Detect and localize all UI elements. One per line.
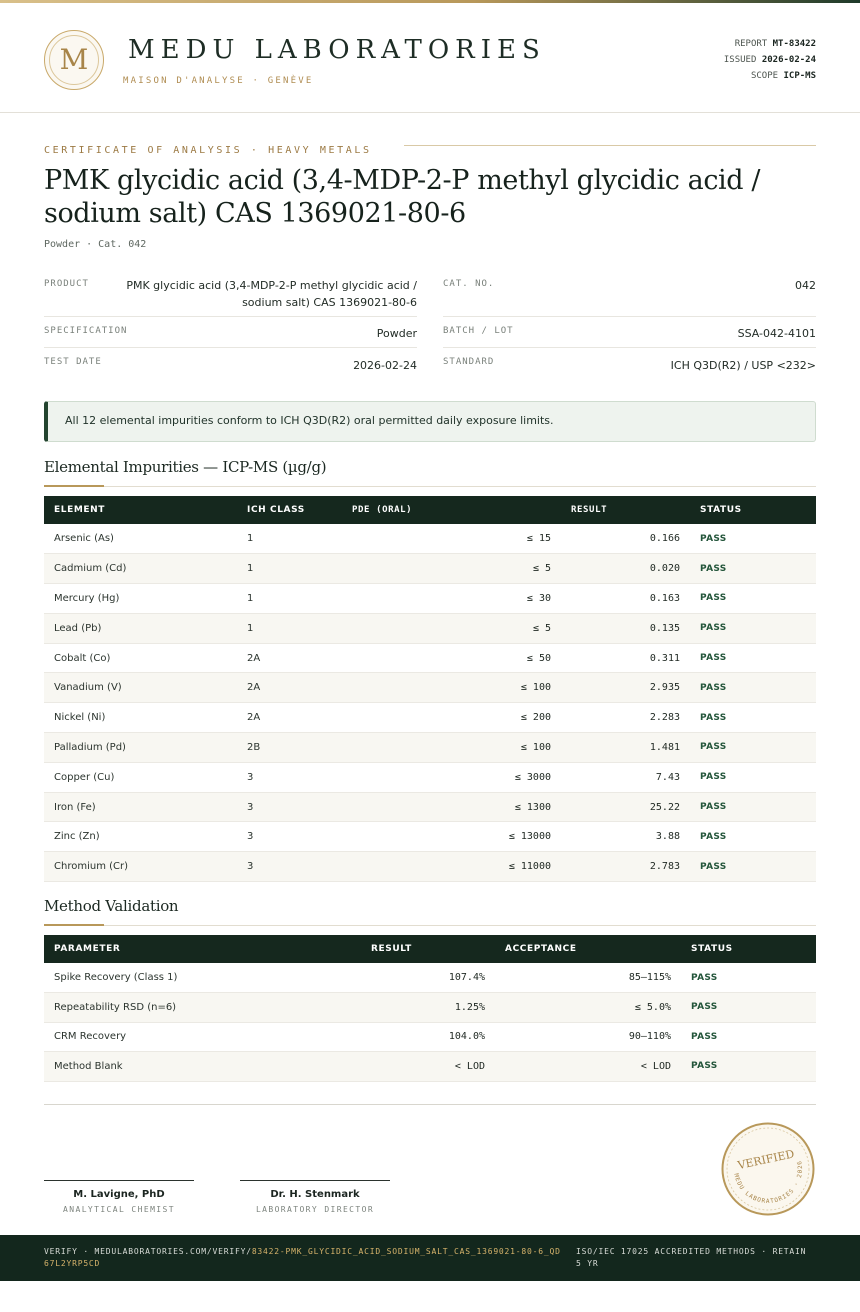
page-header: [0, 3, 860, 113]
notice-text: All 12 elemental impurities conform to ICH Q3D(R2) oral permitted daily exposure limits.: [65, 414, 554, 427]
element-cell: Copper (Cu): [54, 771, 115, 783]
signer-name: Dr. H. Stenmark: [270, 1189, 360, 1200]
signer-role: ANALYTICAL CHEMIST: [63, 1205, 175, 1214]
status-badge: PASS: [700, 861, 727, 872]
table-row: [44, 822, 816, 852]
element-cell: Cadmium (Cd): [54, 563, 127, 575]
pde-cell: ≤ 30: [526, 592, 551, 604]
detail-value: SSA-042-4101: [737, 327, 816, 340]
ich-class-cell: 3: [247, 801, 254, 813]
ich-class-cell: 3: [247, 771, 254, 783]
status-badge: PASS: [700, 772, 727, 783]
status-badge: PASS: [700, 742, 727, 753]
validation-rule: [44, 925, 816, 926]
status-badge: PASS: [700, 831, 727, 842]
table-row: [44, 762, 816, 792]
result-cell: 0.311: [649, 652, 680, 664]
lab-logo: [44, 30, 104, 90]
result-cell: 1.25%: [454, 1001, 485, 1013]
status-badge: PASS: [700, 682, 727, 693]
pde-cell: ≤ 100: [520, 741, 551, 753]
product-subline: [44, 239, 146, 250]
status-badge: PASS: [691, 1061, 718, 1072]
detail-label: BATCH / LOT: [443, 326, 514, 336]
ich-class-cell: 3: [247, 861, 254, 873]
ich-class-cell: 2A: [247, 682, 261, 694]
parameter-cell: Repeatability RSD (n=6): [54, 1001, 177, 1013]
table-row: [44, 963, 816, 993]
ich-class-cell: 1: [247, 622, 254, 634]
detail-test-date: [44, 348, 417, 380]
table-row: [44, 1022, 816, 1052]
ich-class-cell: 2A: [247, 652, 261, 664]
detail-label: TEST DATE: [44, 357, 102, 367]
brand-name: MEDU LABORATORIES: [128, 35, 546, 65]
certificate-eyebrow: [44, 138, 816, 156]
col-acceptance: ACCEPTANCE: [505, 944, 577, 954]
result-cell: 0.020: [649, 563, 680, 575]
status-badge: PASS: [691, 1031, 718, 1042]
table-row: [44, 584, 816, 614]
ich-class-cell: 2A: [247, 712, 261, 724]
ich-class-cell: 3: [247, 831, 254, 843]
table-row: [44, 703, 816, 733]
seal-main-text: VERIFIED: [736, 1147, 796, 1173]
col-result: RESULT: [371, 944, 412, 954]
table-row: [44, 852, 816, 882]
verify-prefix: VERIFY · MEDULABORATORIES.COM/VERIFY/: [44, 1247, 252, 1256]
table-row: [44, 643, 816, 673]
scope-line: SCOPE ICP-MS: [750, 71, 816, 81]
element-cell: Chromium (Cr): [54, 861, 129, 873]
acceptance-cell: < LOD: [640, 1060, 671, 1072]
pde-cell: ≤ 100: [520, 682, 551, 694]
acceptance-cell: ≤ 5.0%: [634, 1001, 671, 1013]
status-badge: PASS: [700, 712, 727, 723]
signature-director: [240, 1180, 390, 1214]
impurities-title: Elemental Impurities — ICP-MS (µg/g): [44, 458, 327, 476]
section-divider: [44, 1104, 816, 1105]
detail-catno: [443, 276, 816, 317]
result-cell: 2.935: [649, 682, 680, 694]
table-row: [44, 792, 816, 822]
detail-value: 2026-02-24: [353, 359, 417, 372]
ich-class-cell: 1: [247, 563, 254, 575]
result-cell: 0.135: [649, 622, 680, 634]
status-badge: PASS: [691, 1002, 718, 1013]
table-row: [44, 993, 816, 1023]
col-pde: PDE (ORAL): [352, 505, 413, 515]
issued-line: ISSUED 2026-02-24: [723, 55, 816, 65]
product-title: PMK glycidic acid (3,4-MDP-2-P methyl glycidic acid / sodium salt) CAS 1369021-80-6: [44, 165, 761, 229]
logo-letter: M: [49, 35, 99, 85]
impurities-table: [44, 496, 816, 882]
element-cell: Zinc (Zn): [54, 831, 100, 843]
signature-analyst: [44, 1180, 194, 1214]
col-ich-class: ICH CLASS: [247, 505, 305, 515]
pde-cell: ≤ 15: [526, 533, 551, 545]
table-header-row: [44, 496, 816, 524]
conformity-notice: [44, 401, 816, 442]
verified-seal: [721, 1122, 815, 1216]
result-cell: 104.0%: [448, 1031, 485, 1043]
ich-class-cell: 2B: [247, 741, 261, 753]
element-cell: Mercury (Hg): [54, 592, 120, 604]
table-row: [44, 673, 816, 703]
subline-separator: ·: [86, 239, 93, 250]
detail-batch: [443, 317, 816, 348]
detail-label: SPECIFICATION: [44, 326, 128, 336]
col-parameter: PARAMETER: [54, 944, 121, 954]
detail-value: 042: [795, 279, 816, 292]
table-row: [44, 613, 816, 643]
detail-specification: [44, 317, 417, 348]
impurities-rule: [44, 486, 816, 487]
result-cell: 0.163: [649, 592, 680, 604]
detail-value: PMK glycidic acid (3,4-MDP-2-P methyl glycidic acid / sodium salt) CAS 1369021-80-6: [126, 279, 417, 309]
pde-cell: ≤ 3000: [514, 771, 551, 783]
subline-cat: Cat. 042: [98, 239, 147, 250]
verify-line: [44, 1246, 564, 1270]
acceptance-cell: 90–110%: [628, 1031, 671, 1043]
validation-table: [44, 935, 816, 1082]
subline-form: Powder: [44, 239, 81, 250]
rule-accent: [44, 924, 104, 926]
pde-cell: ≤ 11000: [508, 861, 551, 873]
col-element: ELEMENT: [54, 505, 106, 515]
table-header-row: [44, 935, 816, 963]
verify-link[interactable]: 83422-PMK_GLYCIDIC_ACID_SODIUM_SALT_CAS_1369021-80-6_QD67L2YRP5CD: [44, 1247, 561, 1268]
validation-title: Method Validation: [44, 897, 179, 915]
acceptance-cell: 85–115%: [628, 972, 671, 983]
table-row: [44, 733, 816, 763]
status-badge: PASS: [700, 593, 727, 604]
ich-class-cell: 1: [247, 533, 254, 545]
result-cell: 1.481: [649, 741, 680, 753]
pde-cell: ≤ 50: [526, 652, 551, 664]
element-cell: Nickel (Ni): [54, 712, 106, 724]
element-cell: Arsenic (As): [54, 533, 114, 545]
page-footer: [0, 1235, 860, 1281]
status-badge: PASS: [700, 533, 727, 544]
element-cell: Vanadium (V): [54, 682, 122, 694]
result-cell: 0.166: [649, 533, 680, 545]
accreditation-note: ISO/IEC 17025 ACCREDITED METHODS · RETAIN 5 YR: [576, 1247, 807, 1268]
detail-standard: [443, 348, 816, 380]
col-status: STATUS: [691, 944, 733, 954]
table-row: [44, 1052, 816, 1082]
result-cell: 7.43: [655, 771, 680, 783]
ich-class-cell: 1: [247, 592, 254, 604]
col-status: STATUS: [700, 505, 742, 515]
seal-ring-text: MEDU LABORATORIES · 2026: [732, 1159, 805, 1206]
result-cell: 107.4%: [448, 972, 485, 983]
report-meta: [724, 36, 816, 84]
result-cell: 3.88: [655, 831, 680, 843]
element-cell: Lead (Pb): [54, 622, 102, 634]
rule-accent: [44, 485, 104, 487]
detail-label: CAT. NO.: [443, 279, 495, 289]
brand-tagline: MAISON D'ANALYSE · GENÈVE: [123, 76, 314, 86]
detail-value: Powder: [376, 327, 417, 340]
eyebrow-rule: [404, 145, 816, 146]
pde-cell: ≤ 200: [520, 712, 551, 724]
eyebrow-text: CERTIFICATE OF ANALYSIS · HEAVY METALS: [44, 145, 382, 156]
element-cell: Palladium (Pd): [54, 741, 126, 753]
col-result: RESULT: [571, 505, 608, 515]
table-row: [44, 524, 816, 554]
detail-label: STANDARD: [443, 357, 495, 367]
pde-cell: ≤ 13000: [508, 831, 551, 843]
detail-value: ICH Q3D(R2) / USP <232>: [670, 359, 816, 372]
status-badge: PASS: [700, 802, 727, 813]
status-badge: PASS: [700, 563, 727, 574]
status-badge: PASS: [691, 972, 718, 983]
parameter-cell: Method Blank: [54, 1060, 123, 1072]
detail-product: [44, 276, 417, 317]
table-row: [44, 554, 816, 584]
pde-cell: ≤ 1300: [514, 801, 551, 813]
result-cell: 25.22: [649, 801, 680, 813]
status-badge: PASS: [700, 653, 727, 664]
parameter-cell: CRM Recovery: [54, 1031, 127, 1043]
result-cell: 2.283: [649, 712, 680, 724]
detail-label: PRODUCT: [44, 279, 89, 289]
pde-cell: ≤ 5: [532, 563, 551, 575]
pde-cell: ≤ 5: [532, 622, 551, 634]
element-cell: Cobalt (Co): [54, 652, 111, 664]
report-line: REPORT MT-83422: [734, 39, 816, 49]
result-cell: 2.783: [649, 861, 680, 873]
result-cell: < LOD: [454, 1060, 485, 1072]
status-badge: PASS: [700, 623, 727, 634]
parameter-cell: Spike Recovery (Class 1): [54, 972, 178, 983]
element-cell: Iron (Fe): [54, 801, 96, 813]
signer-role: LABORATORY DIRECTOR: [255, 1205, 375, 1214]
signer-name: M. Lavigne, PhD: [73, 1189, 165, 1200]
